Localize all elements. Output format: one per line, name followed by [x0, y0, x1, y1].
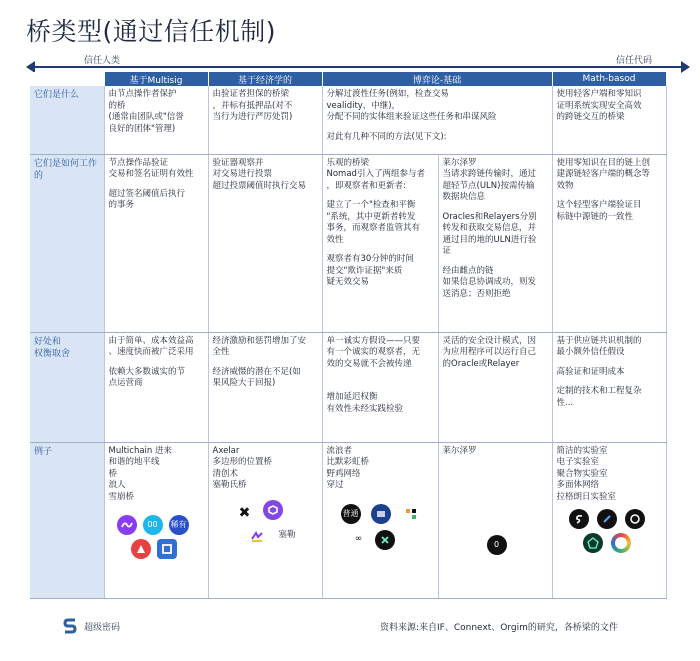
axelar-logo-icon: ✖ [235, 504, 255, 524]
logos-math [557, 509, 662, 569]
table-header-row [30, 72, 666, 86]
cell-how-multisig: 节点操作品验证 交易和签名证明有效性 超过签名阈值后执行 的事务 [104, 154, 208, 332]
table-row-examples [30, 442, 666, 599]
column-header-game-theory: 博弈论-基础 [322, 72, 552, 86]
ronin-logo-icon: 稀有 [169, 515, 189, 535]
cell-what-economic: 由验证者担保的桥梁 ，并标有抵押品(对不 当行为进行严厉处罚) [208, 86, 322, 154]
cell-tradeoffs-multisig: 由于简单、成本效益高 、速度快而被广泛采用 依赖大多数诚实的节 点运营商 [104, 332, 208, 442]
cell-how-economic: 验证器观察并 对交易进行投票 超过投票阈值时执行交易 [208, 154, 322, 332]
arrow-right-icon [681, 61, 690, 73]
logos-economic [213, 500, 318, 560]
source-note: 资料来源:来自IF、Connext、Orgim的研究，各桥梁的文件 [380, 623, 618, 633]
cell-what-math: 使用轻客户端和零知识 证明系统实现安全高效 的跨链交互的桥梁 [552, 86, 666, 154]
lagrange-labs-logo-icon [611, 533, 631, 553]
brand-name: 超级密码 [84, 622, 121, 633]
row-label-how: 它们是如何工作的 [30, 154, 104, 332]
trust-axis-left-label: 信任人类 [84, 56, 121, 66]
row-label-examples: 例子 [30, 442, 104, 599]
harmony-logo-icon: 00 [143, 515, 163, 535]
trust-axis [26, 56, 690, 72]
bridge-comparison-table [30, 72, 667, 599]
table-row-tradeoffs [30, 332, 666, 442]
column-header-math: Math-basod [552, 72, 666, 86]
logos-layerzero [443, 535, 548, 595]
trust-axis-right-label: 信任代码 [615, 56, 652, 66]
cell-tradeoffs-optimistic: 单一诚实方假设——只要 有一个诚实的观察者，无 效的交易就不会被传递 增加延迟权衡 有效性未经实践检验 [322, 332, 438, 442]
trust-axis-line [34, 66, 682, 68]
cell-how-layerzero: 莱尔泽罗 当请求跨链传输时，通过 超轻节点(ULN)按需传输 数据块信息 Oracles和Relayers分别 转发和获取交易信息，并 通过目的地的ULN进行验 证 经由雌点的链 如果信息协调成功，则发 送消息；否则拒绝 [438, 154, 552, 332]
multichain-logo-icon [117, 515, 137, 535]
across-logo-icon [375, 530, 395, 550]
row-label-tradeoffs: 好处和 权衡取舍 [30, 332, 104, 442]
layerzero-logo-icon: 0 [487, 535, 507, 555]
bridge-logo-icon [157, 539, 177, 559]
logos-optimistic [327, 504, 434, 564]
polymer-labs-logo-icon [625, 509, 645, 529]
row-label-what: 它们是什么 [30, 86, 104, 154]
cell-examples-layerzero: 莱尔泽罗 0 [438, 442, 552, 599]
cell-how-optimistic: 乐观的桥梁 Nomad引入了两组参与者 ，即观察者和更新者: 建立了一个"检查和平衡 "系统，其中更新者转发 事务，而观察者监管其有 效性 观察者有30分钟的时间 提交"欺诈证据"来质 疑无效交易 [322, 154, 438, 332]
celer-logo-icon [247, 526, 267, 546]
cell-what-multisig: 由节点操作者保护 的桥 (通常由团队或"信誉 良好的团体"管理) [104, 86, 208, 154]
cell-what-game-theory: 分解过渡性任务(例如，检查交易 vealidity，中继)， 分配不同的实体组来验证这些任务和串谋风险 对此有几种不同的方法(见下文): [322, 86, 552, 154]
cell-tradeoffs-economic: 经济激励和惩罚增加了安 全性 经济威慑的潜在不足(如 果风险大于回报) [208, 332, 322, 442]
polyhedra-logo-icon [583, 533, 603, 553]
page-title: 桥类型(通过信任机制) [26, 17, 277, 46]
synapse-logo-icon: ∞ [349, 530, 369, 550]
hop-logo-icon [401, 504, 421, 524]
table-row-what [30, 86, 666, 154]
celer-logo-label: 塞勒 [278, 529, 296, 540]
succinct-logo-icon [569, 509, 589, 529]
cell-tradeoffs-math: 基于供应链共识机制的 最小额外信任假设 高验证和证明成本 定制的技术和工程复杂 性... [552, 332, 666, 442]
polygon-logo-icon [263, 500, 283, 520]
electron-labs-logo-icon [597, 509, 617, 529]
cell-examples-optimistic: 流浪者 比默彩虹桥 野鸡网络 穿过 普通 ∞ [322, 442, 438, 599]
brand-logo-icon [62, 617, 78, 635]
logos-multisig [109, 515, 204, 575]
column-header-multisig: 基于Multisig [104, 72, 208, 86]
footer-brand [62, 617, 120, 635]
cell-tradeoffs-layerzero: 灵活的安全设计模式，因 为应用程序可以运行自己 的Oracle或Relayer [438, 332, 552, 442]
cell-examples-economic: Axelar 多边形的位置桥 清创术 塞勒氏桥 ✖ 塞勒 [208, 442, 322, 599]
cell-examples-math: 简洁的实验室 电子实验室 聚合物实验室 多面体网络 拉格朗日实验室 [552, 442, 666, 599]
cell-how-math: 使用零知识在目的链上创 建源链轻客户端的概念等 效物 这个轻型客户端验证目 标链中源链的一致性 [552, 154, 666, 332]
rainbow-bridge-logo-icon [371, 504, 391, 524]
table-row-how [30, 154, 666, 332]
column-header-economic: 基于经济学的 [208, 72, 322, 86]
nomad-logo-icon: 普通 [341, 504, 361, 524]
cell-examples-multisig: Multichain 进来 和谐的地平线 桥 浪人 雪崩桥 00 稀有 [104, 442, 208, 599]
avalanche-logo-icon [131, 539, 151, 559]
header-corner [30, 72, 104, 86]
